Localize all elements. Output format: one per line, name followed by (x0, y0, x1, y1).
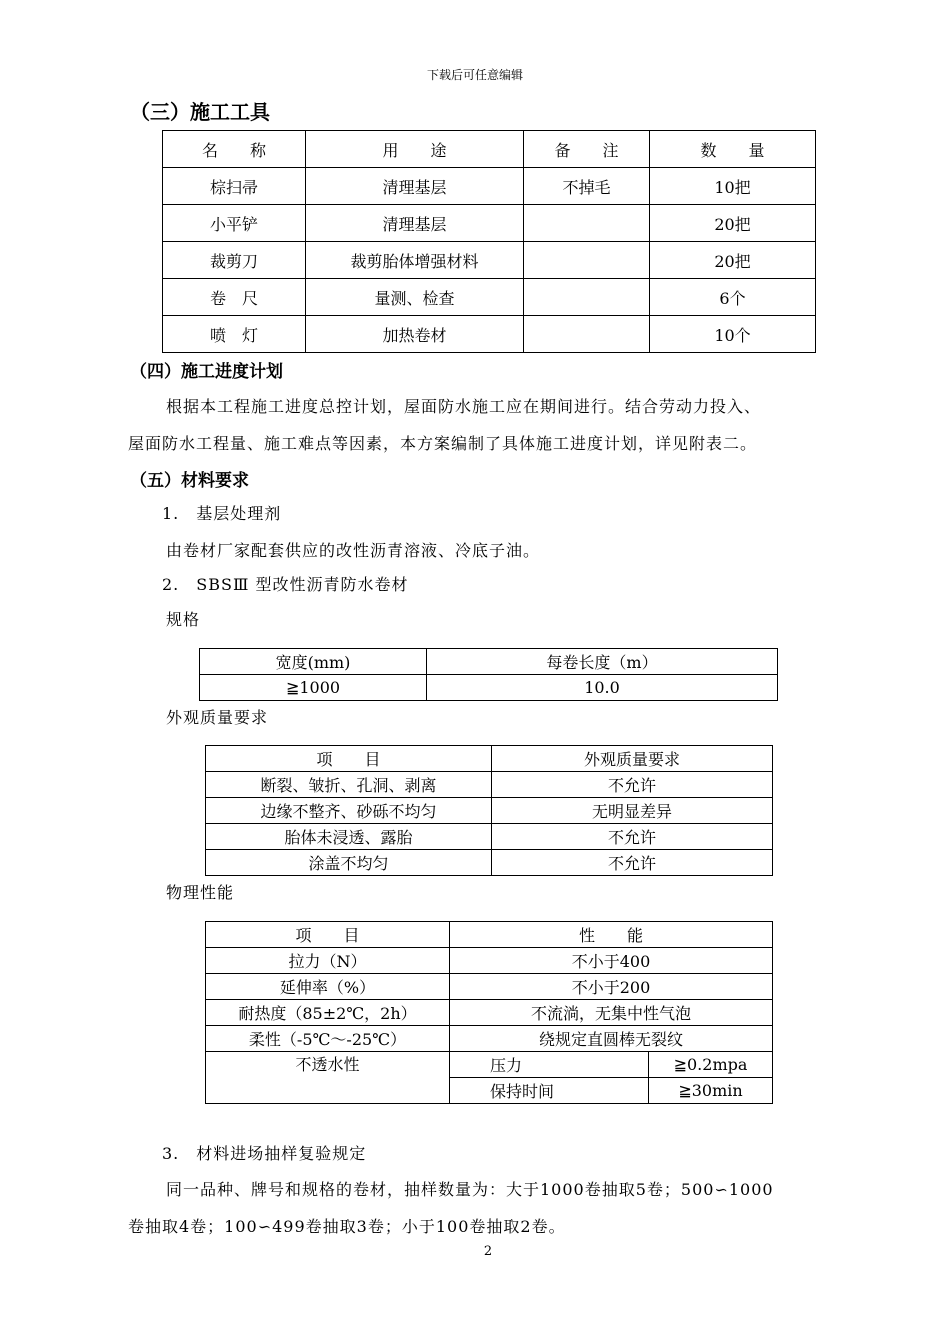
table-cell: ≧0.2mpa (649, 1052, 773, 1078)
table-cell: 裁剪刀 (163, 242, 306, 279)
table-header-row (206, 746, 773, 772)
table-row (163, 279, 816, 316)
table-row (200, 675, 778, 701)
col-header: 外观质量要求 (492, 746, 773, 772)
page-number: 2 (483, 1244, 493, 1259)
table-cell: ≧1000 (200, 675, 427, 701)
table-cell: 无明显差异 (492, 798, 773, 824)
table-cell: 20把 (650, 242, 816, 279)
label: 规格 (166, 610, 201, 629)
label: 物理性能 (166, 883, 235, 902)
table-row (206, 974, 773, 1000)
table-header-row (163, 131, 816, 168)
col-header: 项 目 (206, 746, 492, 772)
table-cell: 断裂、皱折、孔洞、剥离 (206, 772, 492, 798)
table-cell: 卷 尺 (163, 279, 306, 316)
table-cell: 涂盖不均匀 (206, 850, 492, 876)
table-cell: 6个 (650, 279, 816, 316)
table-cell: 绕规定直圆棒无裂纹 (450, 1026, 773, 1052)
col-header: 性 能 (450, 922, 773, 948)
list-item: 3. 材料进场抽样复验规定 (162, 1144, 367, 1163)
page-header: 下载后可任意编辑 (426, 68, 523, 82)
table-cell: 小平铲 (163, 205, 306, 242)
table-cell: 10把 (650, 168, 816, 205)
section-3-title: （三）施工工具 (130, 100, 270, 124)
paragraph-line: 由卷材厂家配套供应的改性沥青溶液、冷底子油。 (166, 541, 541, 560)
table-cell: 延伸率（%） (206, 974, 450, 1000)
table-cell: 加热卷材 (306, 316, 524, 353)
paragraph-line: 根据本工程施工进度总控计划，屋面防水施工应在期间进行。结合劳动力投入、 (166, 397, 762, 416)
paragraph-line: 同一品种、牌号和规格的卷材，抽样数量为：大于1000卷抽取5卷；500∽1000 (166, 1180, 774, 1199)
table-cell (524, 205, 650, 242)
list-item: 1. 基层处理剂 (162, 504, 282, 523)
col-header: 宽度(mm) (200, 649, 427, 675)
col-header: 项 目 (206, 922, 450, 948)
table-cell (524, 279, 650, 316)
table-row (206, 1000, 773, 1026)
physical-table (205, 921, 773, 1104)
table-cell: 10个 (650, 316, 816, 353)
table-cell: 喷 灯 (163, 316, 306, 353)
table-cell: 不小于400 (450, 948, 773, 974)
table-row (163, 168, 816, 205)
table-row (206, 798, 773, 824)
table-cell: 20把 (650, 205, 816, 242)
table-cell: 不允许 (492, 824, 773, 850)
table-row (206, 772, 773, 798)
col-header: 用 途 (306, 131, 524, 168)
table-row (206, 948, 773, 974)
table-cell: 不允许 (492, 772, 773, 798)
table-cell: 柔性（-5℃～-25℃） (206, 1026, 450, 1052)
table-cell: 裁剪胎体增强材料 (306, 242, 524, 279)
appearance-table (205, 745, 773, 876)
col-header: 备 注 (524, 131, 650, 168)
table-header-row (206, 922, 773, 948)
table-cell: 10.0 (427, 675, 778, 701)
table-cell: 胎体未浸透、露胎 (206, 824, 492, 850)
table-cell: 耐热度（85±2℃，2h） (206, 1000, 450, 1026)
table-cell: 棕扫帚 (163, 168, 306, 205)
table-row (206, 824, 773, 850)
table-cell: 不小于200 (450, 974, 773, 1000)
spec-table (199, 648, 778, 701)
table-row (206, 1052, 773, 1078)
list-item: 2. SBSⅢ 型改性沥青防水卷材 (162, 575, 409, 594)
paragraph-line: 卷抽取4卷；100∽499卷抽取3卷；小于100卷抽取2卷。 (128, 1217, 566, 1236)
section-5-title: （五）材料要求 (130, 471, 249, 491)
table-cell: 不掉毛 (524, 168, 650, 205)
table-cell: ≧30min (649, 1078, 773, 1104)
table-cell: 拉力（N） (206, 948, 450, 974)
table-row (163, 316, 816, 353)
section-4-title: （四）施工进度计划 (130, 362, 283, 382)
table-cell (524, 242, 650, 279)
label: 外观质量要求 (166, 708, 269, 727)
tools-table (162, 130, 816, 353)
table-header-row (200, 649, 778, 675)
col-header: 数 量 (650, 131, 816, 168)
table-cell: 清理基层 (306, 205, 524, 242)
col-header: 每卷长度（m） (427, 649, 778, 675)
table-row (206, 850, 773, 876)
table-cell: 不流淌，无集中性气泡 (450, 1000, 773, 1026)
table-cell: 压力 (450, 1052, 649, 1078)
table-row (163, 242, 816, 279)
paragraph-line: 屋面防水工程量、施工难点等因素，本方案编制了具体施工进度计划，详见附表二。 (128, 434, 758, 453)
table-row (206, 1026, 773, 1052)
table-cell: 量测、检查 (306, 279, 524, 316)
col-header: 名 称 (163, 131, 306, 168)
table-cell: 不允许 (492, 850, 773, 876)
table-cell: 边缘不整齐、砂砾不均匀 (206, 798, 492, 824)
table-cell: 保持时间 (450, 1078, 649, 1104)
table-cell (524, 316, 650, 353)
table-cell: 清理基层 (306, 168, 524, 205)
table-cell: 不透水性 (206, 1052, 450, 1104)
table-row (163, 205, 816, 242)
